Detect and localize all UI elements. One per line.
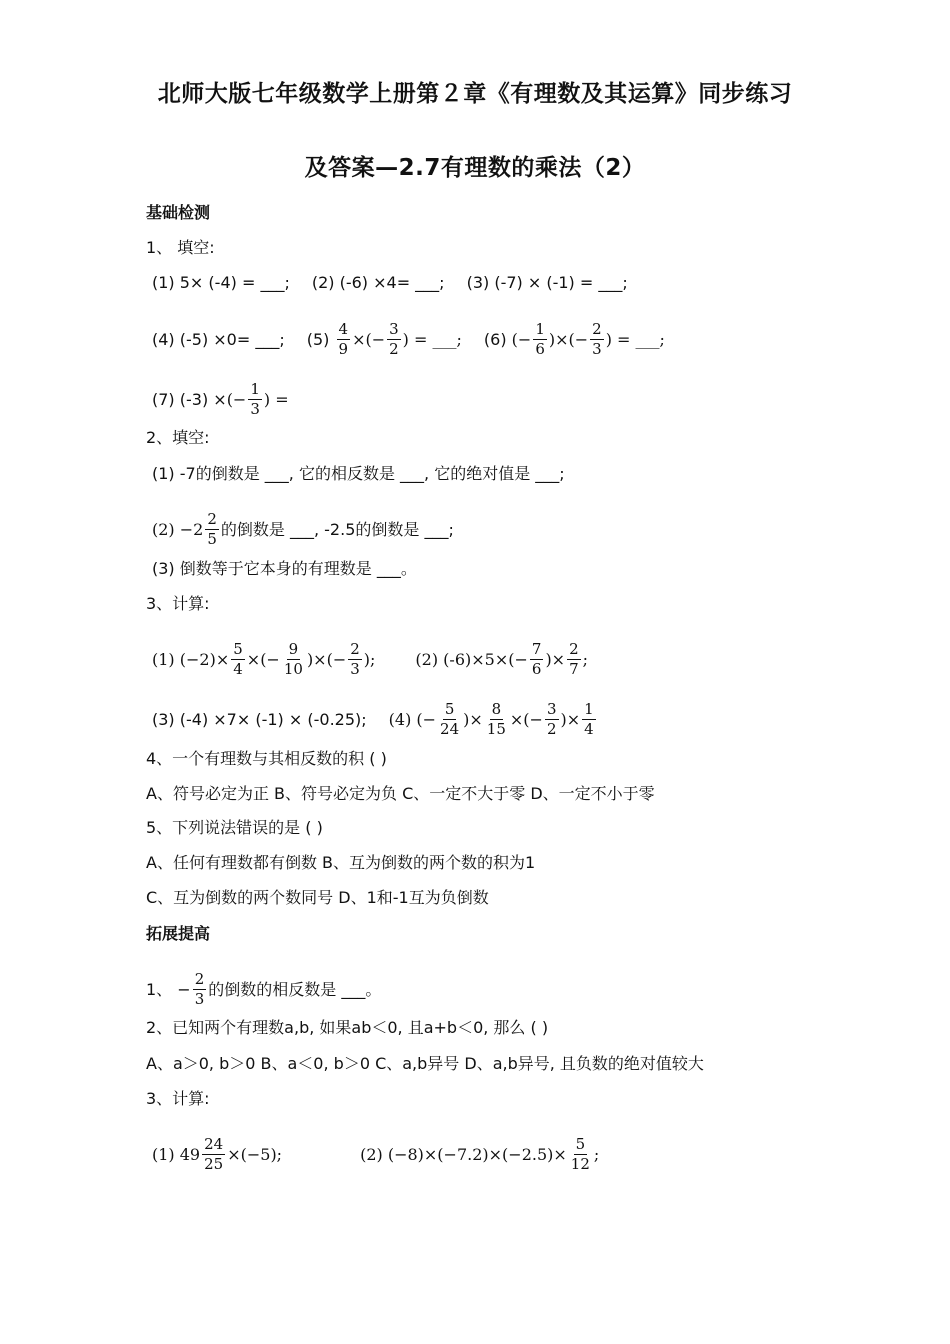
fraction: $\frac{5}{4}$ bbox=[233, 640, 243, 678]
ext-q1-text: 的倒数的相反数是 ___。 bbox=[208, 979, 382, 999]
q3-row-1 bbox=[152, 640, 588, 679]
fraction: $\frac{7}{6}$ bbox=[531, 640, 542, 678]
math-text: ) = ___; bbox=[605, 329, 665, 349]
q5-label: 5、下列说法错误的是 ( ) bbox=[146, 818, 323, 837]
q3-part-2-label: (2) (-6)×5×(− bbox=[415, 649, 528, 669]
fraction: $\frac{3}{2}$ bbox=[546, 700, 557, 738]
math-text: )×(− bbox=[548, 329, 589, 349]
q1-part-2: (2) (-6) ×4= ___; bbox=[311, 273, 445, 292]
q1-part-1: (1) 5× (-4) = ___; bbox=[152, 273, 290, 292]
q1-label: 1、 填空: bbox=[146, 238, 215, 257]
q3-label: 3、计算: bbox=[146, 594, 210, 613]
math-text: ; bbox=[593, 1144, 600, 1164]
fraction: $\frac{9}{10}$ bbox=[283, 640, 303, 678]
q2-part-1: (1) -7的倒数是 ___, 它的相反数是 ___, 它的绝对值是 ___; bbox=[152, 464, 565, 483]
q4-options: A、符号必定为正 B、符号必定为负 C、一定不大于零 D、一定不小于零 bbox=[146, 784, 655, 803]
math-text: ×(− bbox=[246, 649, 280, 669]
fraction: $\frac{8}{15}$ bbox=[486, 700, 506, 738]
math-text: ) = bbox=[263, 389, 289, 409]
math-text: )× bbox=[545, 649, 566, 669]
math-text: )×(− bbox=[306, 649, 347, 669]
math-text: )× bbox=[560, 709, 581, 729]
math-text: ×(−5); bbox=[227, 1144, 283, 1164]
fraction: $\frac{2}{3}$ bbox=[592, 320, 602, 358]
math-text: ×(− bbox=[352, 329, 386, 349]
fraction: $\frac{5}{24}$ bbox=[440, 700, 460, 738]
ext-q1-row bbox=[146, 970, 381, 1009]
section-heading-extend: 拓展提高 bbox=[146, 924, 211, 943]
fraction: $\frac{24}{25}$ bbox=[204, 1135, 224, 1173]
fraction: $\frac{4}{9}$ bbox=[338, 320, 349, 358]
fraction: $\frac{2}{7}$ bbox=[569, 640, 579, 678]
q3-part-1-label: (1) (−2)× bbox=[152, 649, 230, 669]
section-heading-basic: 基础检测 bbox=[146, 203, 211, 222]
q1-row-3 bbox=[152, 380, 289, 419]
q1-row-2 bbox=[152, 320, 665, 359]
ext-q3-part-1-label: (1) 49 bbox=[152, 1144, 201, 1164]
q1-row-1 bbox=[152, 273, 628, 293]
q3-part-3: (3) (-4) ×7× (-1) × (-0.25); bbox=[152, 709, 367, 729]
q3-part-4-label: (4) (− bbox=[388, 709, 437, 729]
fraction: $\frac{2}{5}$ bbox=[207, 510, 217, 548]
math-text: ×(− bbox=[509, 709, 543, 729]
ext-q2-options: A、a＞0, b＞0 B、a＜0, b＞0 C、a,b异号 D、a,b异号, 且负数的绝对值较大 bbox=[146, 1054, 704, 1073]
q1-part-3: (3) (-7) × (-1) = ___; bbox=[466, 273, 628, 292]
fraction: $\frac{2}{3}$ bbox=[350, 640, 360, 678]
math-text: ; bbox=[582, 649, 589, 669]
q5-options-2: C、互为倒数的两个数同号 D、1和-1互为负倒数 bbox=[146, 888, 489, 907]
q2-row-2 bbox=[152, 510, 454, 549]
q3-row-2 bbox=[152, 700, 598, 739]
fraction: $\frac{2}{3}$ bbox=[194, 970, 205, 1008]
q5-options-1: A、任何有理数都有倒数 B、互为倒数的两个数的积为1 bbox=[146, 853, 536, 872]
math-text: (− bbox=[226, 389, 247, 409]
title-line-2: 及答案—2.7有理数的乘法（2） bbox=[304, 155, 646, 181]
q2-part-2-text: 的倒数是 ___, -2.5的倒数是 ___; bbox=[220, 519, 454, 539]
ext-q3-row bbox=[152, 1135, 599, 1174]
q1-part-7-label: (7) (-3) × bbox=[152, 389, 227, 409]
q2-part-2-label: (2) −2 bbox=[152, 519, 204, 539]
ext-q2-label: 2、已知两个有理数a,b, 如果ab＜0, 且a+b＜0, 那么 ( ) bbox=[146, 1018, 549, 1037]
ext-q3-part-2-label: (2) (−8)×(−7.2)×(−2.5)× bbox=[360, 1144, 567, 1164]
math-text: (− bbox=[511, 329, 532, 349]
q1-part-4: (4) (-5) ×0= ___; bbox=[152, 329, 285, 349]
math-text: )× bbox=[463, 709, 483, 729]
fraction: $\frac{1}{3}$ bbox=[250, 380, 260, 418]
q4-label: 4、一个有理数与其相反数的积 ( ) bbox=[146, 749, 387, 768]
ext-q3-label: 3、计算: bbox=[146, 1089, 210, 1108]
fraction: $\frac{5}{12}$ bbox=[570, 1135, 590, 1173]
q2-label: 2、填空: bbox=[146, 428, 210, 447]
math-text: ); bbox=[363, 649, 376, 669]
fraction: $\frac{3}{2}$ bbox=[389, 320, 399, 358]
q1-part-5-label: (5) bbox=[306, 329, 330, 349]
ext-q1-label: 1、 − bbox=[146, 979, 191, 999]
fraction: $\frac{1}{4}$ bbox=[584, 700, 594, 738]
q1-part-6-label: (6) bbox=[483, 329, 507, 349]
math-text: ) = ___; bbox=[402, 329, 462, 349]
q2-part-3: (3) 倒数等于它本身的有理数是 ___。 bbox=[152, 559, 417, 578]
fraction: $\frac{1}{6}$ bbox=[535, 320, 545, 358]
title-line-1: 北师大版七年级数学上册第２章《有理数及其运算》同步练习 bbox=[157, 81, 793, 107]
